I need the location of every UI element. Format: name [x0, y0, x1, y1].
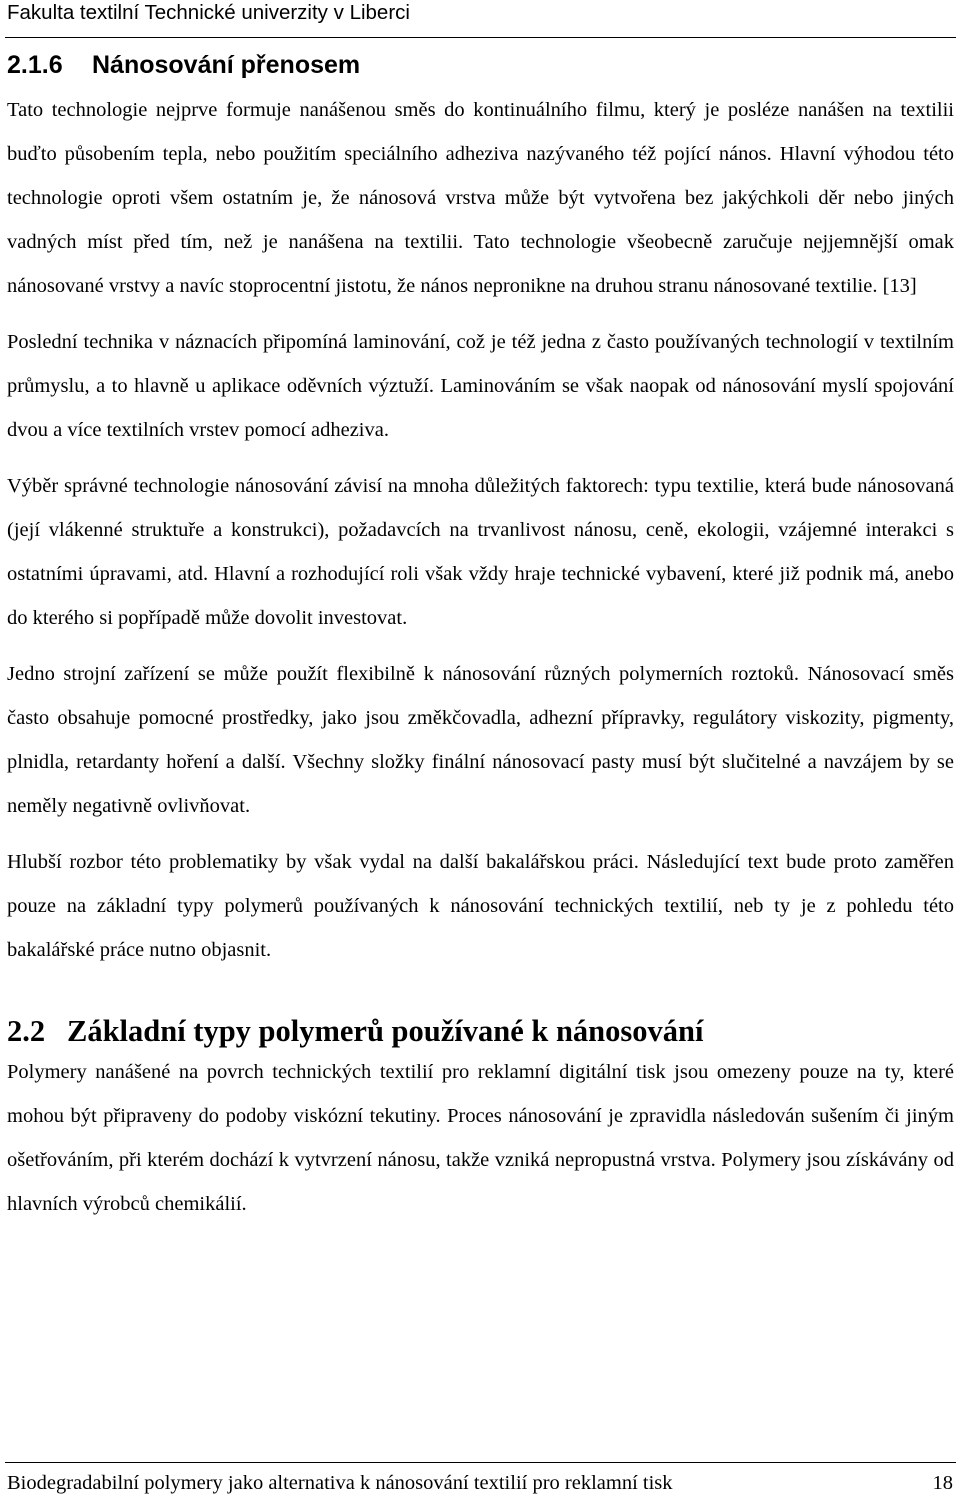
running-header: Fakulta textilní Technické univerzity v Liberci [7, 1, 410, 24]
section-title: Základní typy polymerů používané k nánosování [67, 1014, 704, 1048]
header-divider [5, 37, 956, 38]
running-footer [7, 1470, 953, 1496]
paragraph: Polymery nanášené na povrch technických textilií pro reklamní digitální tisk jsou omezeny pouze na ty, které mohou být připraveny do podoby viskózní tekutiny. Proces nánosování je zpravidla následován sušením či jiným ošetřováním, při kterém dochází k vytvrzení nánosu, takže vzniká nepropustná vrstva. Polymery jsou získávány od hlavních výrobců chemikálií. [7, 1061, 954, 1215]
page-number: 18 [932, 1472, 953, 1494]
section-title: Nánosování přenosem [92, 51, 361, 79]
section-number: 2.2 [7, 1014, 46, 1048]
section-number: 2.1.6 [7, 51, 63, 79]
footer-divider [5, 1462, 956, 1463]
footer-title: Biodegradabilní polymery jako alternativa k nánosování textilií pro reklamní tisk [7, 1472, 673, 1494]
paragraph: Hlubší rozbor této problematiky by však vydal na další bakalářskou práci. Následující text bude proto zaměřen pouze na základní typy polymerů používaných k nánosování technických textilií, neb ty je z pohledu této bakalářské práce nutno objasnit. [7, 851, 954, 961]
paragraph: Jedno strojní zařízení se může použít flexibilně k nánosování různých polymerních roztoků. Nánosovací směs často obsahuje pomocné prostředky, jako jsou změkčovadla, adhezní přípravky, regulátory viskozity, pigmenty, plnidla, retardanty hoření a další. Všechny složky finální nánosovací pasty musí být slučitelné a navzájem by se neměly negativně ovlivňovat. [7, 663, 954, 817]
paragraph: Poslední technika v náznacích připomíná laminování, což je též jedna z často používaných technologií v textilním průmyslu, a to hlavně u aplikace oděvních výztuží. Laminováním se však naopak od nánosování myslí spojování dvou a více textilních vrstev pomocí adheziva. [7, 331, 954, 441]
page-body [7, 48, 954, 1226]
paragraph: Tato technologie nejprve formuje nanášenou směs do kontinuálního filmu, který je posléze nanášen na textilii buďto působením tepla, nebo použitím speciálního adheziva nazývaného též pojící nános. Hlavní výhodou této technologie oproti všem ostatním je, že nánosová vrstva může být vytvořena bez jakýchkoli děr nebo jiných vadných míst před tím, než je nanášena na textilii. Tato technologie všeobecně zaručuje nejjemnější omak nánosované vrstvy a navíc stoprocentní jistotu, že nános nepronikne na druhou stranu nánosované textilie. [13] [7, 99, 954, 297]
section-heading-2-1-6 [7, 48, 954, 82]
paragraph: Výběr správné technologie nánosování závisí na mnoha důležitých faktorech: typu textilie, která bude nánosovaná (její vlákenné struktuře a konstrukci), požadavcích na trvanlivost nánosu, ceně, ekologii, vzájemné interakci s ostatními úpravami, atd. Hlavní a rozhodující roli však vždy hraje technické vybavení, které již podnik má, anebo do kterého si popřípadě může dovolit investovat. [7, 475, 954, 629]
section-heading-2-2 [7, 1012, 954, 1050]
